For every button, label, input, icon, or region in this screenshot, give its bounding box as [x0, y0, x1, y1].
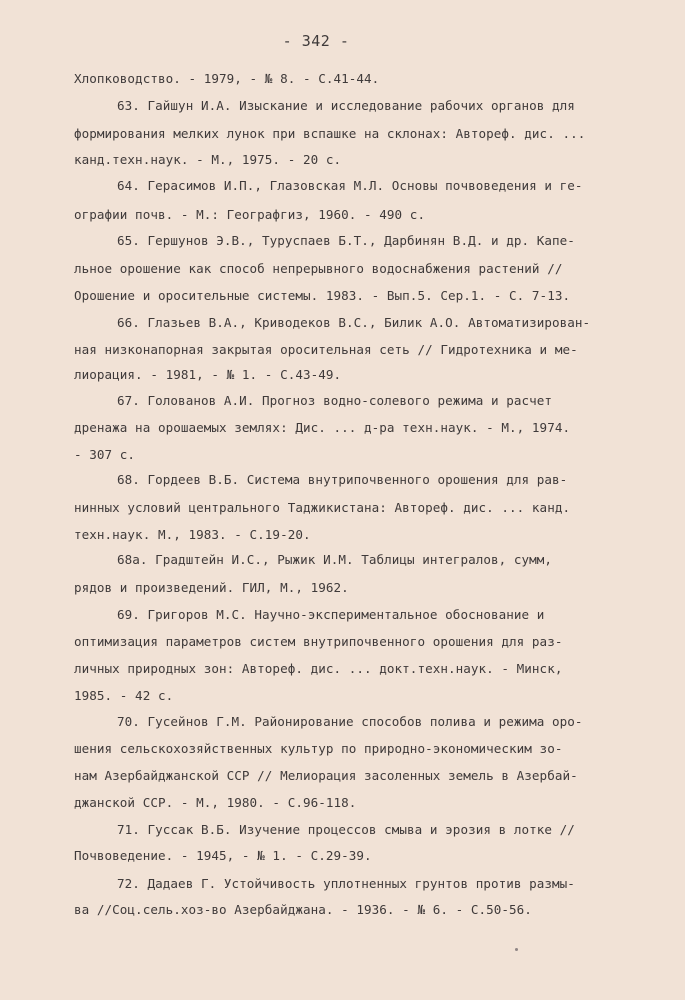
bibliography-entry-64-start: 64. Герасимов И.П., Глазовская М.Л. Основы почвоведения и ге- — [117, 178, 583, 193]
text-line: 1985. - 42 с. — [74, 688, 174, 703]
text-line: техн.наук. М., 1983. - С.19-20. — [74, 527, 311, 542]
text-line: Хлопководство. - 1979, - № 8. - С.41-44. — [74, 71, 380, 86]
bibliography-entry-67-start: 67. Голованов А.И. Прогноз водно-солевого режима и расчет — [117, 393, 553, 408]
text-line: шения сельскохозяйственных культур по природно-экономическим зо- — [74, 741, 563, 756]
bibliography-entry-68a-start: 68а. Градштейн И.С., Рыжик И.М. Таблицы интегралов, сумм, — [117, 552, 553, 567]
page-number: - 342 - — [282, 32, 350, 50]
text-line: нам Азербайджанской ССР // Мелиорация засоленных земель в Азербай- — [74, 768, 578, 783]
text-line: канд.техн.наук. - М., 1975. - 20 с. — [74, 152, 342, 167]
text-line: ва //Соц.сель.хоз-во Азербайджана. - 1936. - № 6. - С.50-56. — [74, 902, 532, 917]
text-line: лиорация. - 1981, - № 1. - С.43-49. — [74, 367, 342, 382]
bibliography-entry-72-start: 72. Дадаев Г. Устойчивость уплотненных грунтов против размы- — [117, 876, 575, 891]
text-line: оптимизация параметров систем внутрипочвенного орошения для раз- — [74, 634, 563, 649]
bibliography-entry-66-start: 66. Глазьев В.А., Криводеков В.С., Билик А.О. Автоматизирован- — [117, 315, 591, 330]
bibliography-entry-68-start: 68. Гордеев В.Б. Система внутрипочвенного орошения для рав- — [117, 472, 568, 487]
text-line: дренажа на орошаемых землях: Дис. ... д-ра техн.наук. - М., 1974. — [74, 420, 571, 435]
text-line: нинных условий центрального Таджикистана: Автореф. дис. ... канд. — [74, 500, 571, 515]
bibliography-entry-65-start: 65. Гершунов Э.В., Туруспаев Б.Т., Дарбинян В.Д. и др. Капе- — [117, 233, 575, 248]
text-line: Орошение и оросительные системы. 1983. - Вып.5. Сер.1. - С. 7-13. — [74, 288, 571, 303]
bibliography-entry-69-start: 69. Григоров М.С. Научно-экспериментальное обоснование и — [117, 607, 545, 622]
text-line: - 307 с. — [74, 447, 136, 462]
bibliography-entry-71-start: 71. Гуссак В.Б. Изучение процессов смыва и эрозия в лотке // — [117, 822, 575, 837]
text-line: Почвоведение. - 1945, - № 1. - С.29-39. — [74, 848, 372, 863]
text-line: ографии почв. - М.: Географгиз, 1960. - 490 с. — [74, 207, 426, 222]
scan-mark — [515, 948, 518, 951]
text-line: формирования мелких лунок при вспашке на склонах: Автореф. дис. ... — [74, 126, 586, 141]
text-line: ная низконапорная закрытая оросительная сеть // Гидротехника и ме- — [74, 342, 578, 357]
text-line: рядов и произведений. ГИЛ, М., 1962. — [74, 580, 349, 595]
bibliography-entry-70-start: 70. Гусейнов Г.М. Районирование способов полива и режима оро- — [117, 714, 583, 729]
text-line: льное орошение как способ непрерывного водоснабжения растений // — [74, 261, 563, 276]
text-line: личных природных зон: Автореф. дис. ... докт.техн.наук. - Минск, — [74, 661, 563, 676]
text-line: джанской ССР. - М., 1980. - С.96-118. — [74, 795, 357, 810]
bibliography-entry-63-start: 63. Гайшун И.А. Изыскание и исследование рабочих органов для — [117, 98, 575, 113]
